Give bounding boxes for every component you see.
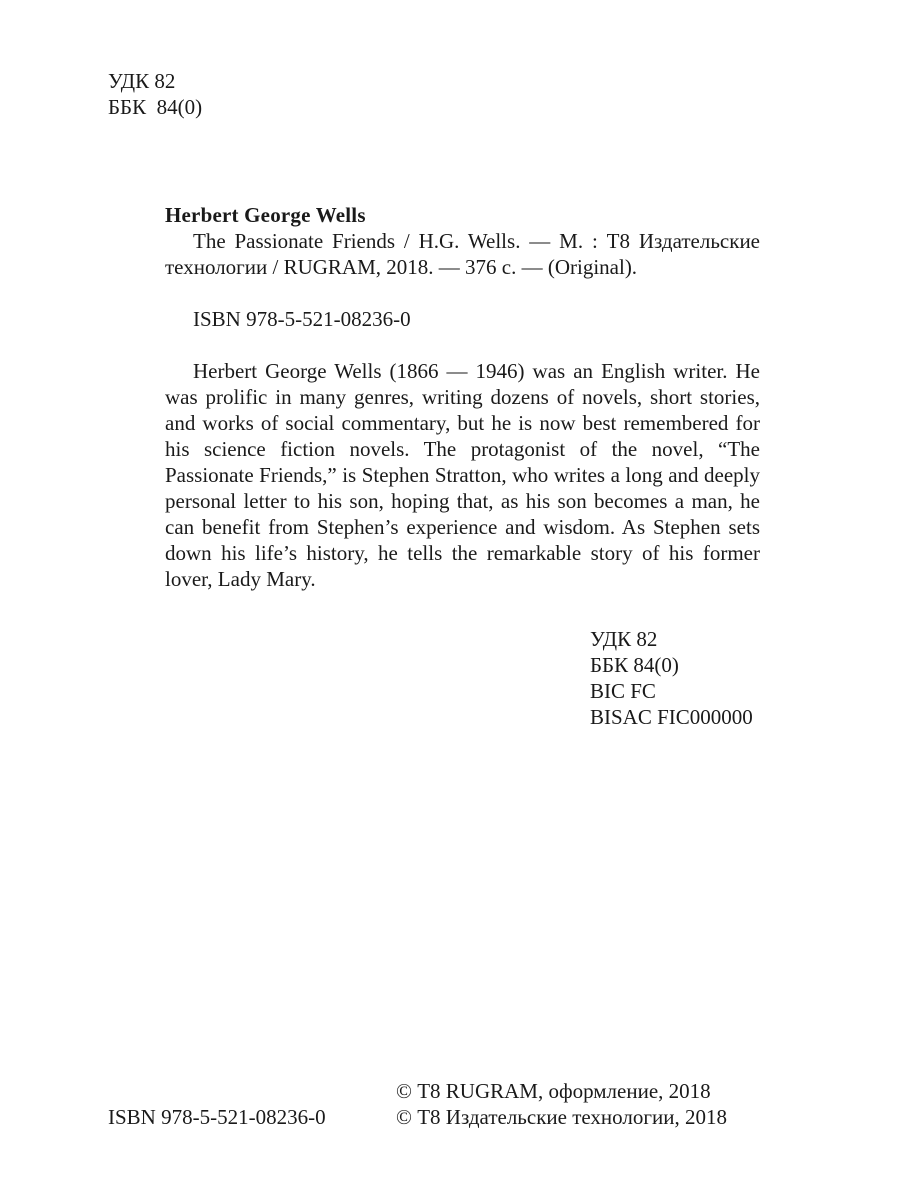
bbk-code: ББК 84(0) [108,95,203,119]
copyright-publisher: © Т8 Издательские технологии, 2018 [396,1105,727,1129]
author-name: Herbert George Wells [165,203,366,227]
catalog-entry [165,202,760,332]
copyright-block [396,1078,727,1130]
udk-code: УДК 82 [590,627,658,651]
copyright-design: © Т8 RUGRAM, оформление, 2018 [396,1079,711,1103]
top-classification [108,68,202,120]
bibliographic-description: The Passionate Friends / H.G. Wells. — М. : Т8 Издательские технологии / RUGRAM, 2018. — 376 с. — (Original). [165,229,760,279]
bisac-code: BISAC FIC000000 [590,705,753,729]
catalog-isbn: ISBN 978-5-521-08236-0 [193,307,411,331]
bbk-code: ББК 84(0) [590,653,679,677]
footer-isbn: ISBN 978-5-521-08236-0 [108,1105,326,1129]
udk-code: УДК 82 [108,69,176,93]
classification-codes [590,626,753,730]
annotation-paragraph: Herbert George Wells (1866 — 1946) was an English writer. He was prolific in many genres, writing dozens of novels, short stories, and works of social commentary, but he is now best remembered for his science fiction novels. The protagonist of the novel, “The Passionate Friends,” is Stephen Stratton, who writes a long and deeply personal letter to his son, hoping that, as his son becomes a man, he can benefit from Stephen’s experience and wisdom. As Stephen sets down his life’s history, he tells the remarkable story of his former lover, Lady Mary. [165,359,760,591]
bic-code: BIC FC [590,679,656,703]
